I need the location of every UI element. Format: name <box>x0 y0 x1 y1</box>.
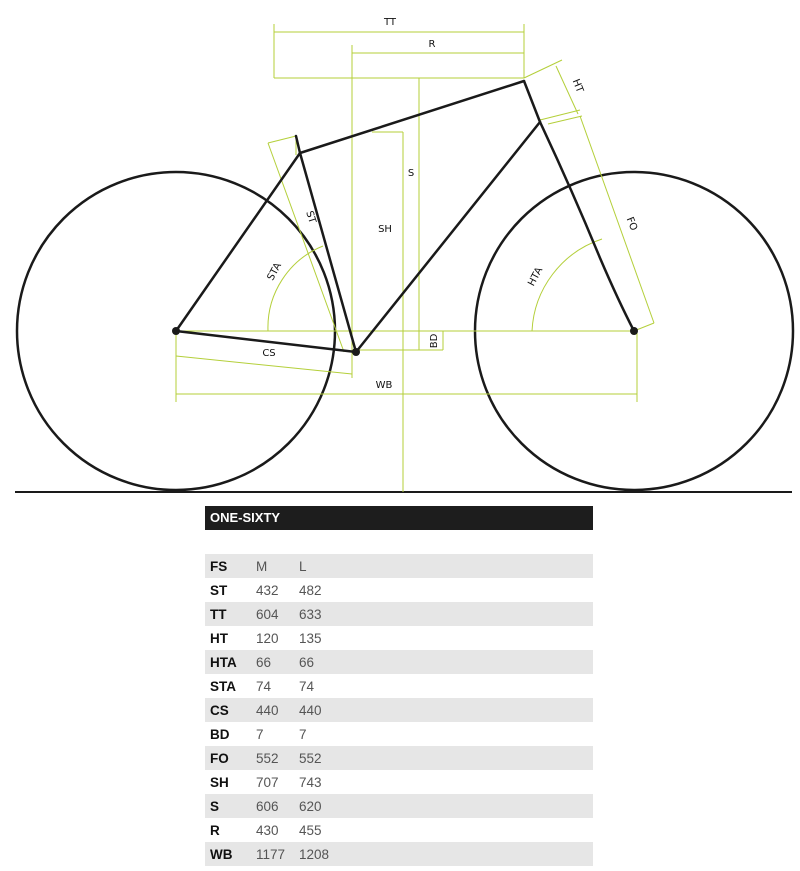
row-key: SH <box>210 774 229 790</box>
row-key: FO <box>205 746 256 770</box>
row-value-m: 440 <box>256 698 299 722</box>
row-key: ST <box>210 582 228 598</box>
front-axle <box>630 327 638 335</box>
row-value-l: 552 <box>299 746 593 770</box>
label-cs: CS <box>262 348 276 359</box>
dimension-lines <box>176 24 654 492</box>
label-ht: HT <box>569 77 585 95</box>
label-sta: STA <box>265 261 284 283</box>
row-value-m: 1177 <box>256 842 299 866</box>
table-row <box>205 578 593 602</box>
label-fo: FO <box>623 215 639 233</box>
header-key: FS <box>205 554 256 578</box>
row-key: TT <box>205 602 256 626</box>
row-value-l: 482 <box>299 582 322 598</box>
label-tt: TT <box>383 17 397 28</box>
bike-frame <box>176 81 634 352</box>
table-row <box>205 602 593 626</box>
row-value-l: 66 <box>299 650 593 674</box>
header-size-l: L <box>299 554 593 578</box>
label-s: S <box>407 168 415 179</box>
row-value-l: 1208 <box>299 842 593 866</box>
row-value-m: 552 <box>256 746 299 770</box>
geometry-table-title: ONE-SIXTY <box>205 506 593 530</box>
label-bd: BD <box>429 333 440 349</box>
row-value-l: 620 <box>299 794 593 818</box>
table-row <box>205 674 593 698</box>
table-row <box>205 794 593 818</box>
top-tube <box>300 81 524 153</box>
row-key: HTA <box>205 650 256 674</box>
row-value-m: 120 <box>256 630 279 646</box>
row-value-m: 66 <box>256 650 299 674</box>
down-tube <box>356 122 540 352</box>
row-key: BD <box>210 726 230 742</box>
table-row <box>205 842 593 866</box>
table-row <box>205 722 593 746</box>
label-r: R <box>428 39 436 50</box>
seat-tube <box>300 153 356 352</box>
row-value-m: 432 <box>256 582 279 598</box>
label-st: ST <box>303 209 318 225</box>
row-key: STA <box>210 678 236 694</box>
label-hta: HTA <box>526 265 546 289</box>
row-value-m: 74 <box>256 678 272 694</box>
table-row <box>205 626 593 650</box>
seatpost <box>296 136 300 153</box>
row-value-m: 430 <box>256 822 279 838</box>
row-key: WB <box>205 842 256 866</box>
row-value-m: 604 <box>256 602 299 626</box>
geometry-table <box>205 554 593 866</box>
row-value-l: 74 <box>299 678 315 694</box>
row-value-l: 633 <box>299 602 593 626</box>
row-key: CS <box>205 698 256 722</box>
label-wb: WB <box>375 380 393 391</box>
row-key: S <box>205 794 256 818</box>
row-key: R <box>210 822 220 838</box>
table-row <box>205 746 593 770</box>
row-value-l: 135 <box>299 630 322 646</box>
bottom-bracket <box>352 348 360 356</box>
row-value-m: 7 <box>256 726 264 742</box>
table-row <box>205 770 593 794</box>
label-sh: SH <box>378 224 392 235</box>
head-tube <box>524 81 540 122</box>
table-row <box>205 698 593 722</box>
header-size-m: M <box>256 554 299 578</box>
row-value-m: 606 <box>256 794 299 818</box>
seat-stay <box>176 153 300 331</box>
row-value-l: 440 <box>299 698 593 722</box>
table-row <box>205 818 593 842</box>
table-header-row <box>205 554 593 578</box>
row-value-l: 7 <box>299 726 307 742</box>
row-key: HT <box>210 630 228 646</box>
row-value-l: 743 <box>299 774 322 790</box>
table-row <box>205 650 593 674</box>
row-value-l: 455 <box>299 822 322 838</box>
row-value-m: 707 <box>256 774 279 790</box>
rear-axle <box>172 327 180 335</box>
